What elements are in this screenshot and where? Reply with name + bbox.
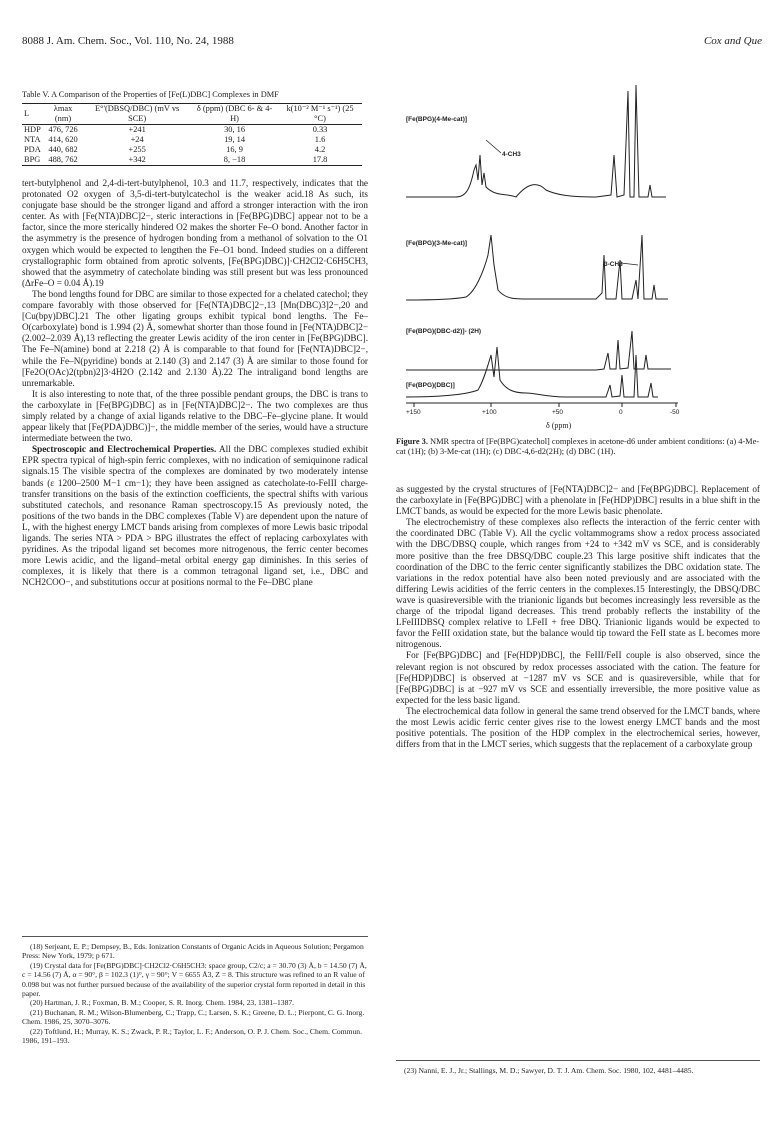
table-cell: +241 (128, 125, 146, 134)
table-cell: 17.8 (278, 155, 362, 166)
section-title: Spectroscopic and Electrochemical Properties. (32, 444, 217, 455)
reference: (22) Toftlund, H.; Murray, K. S.; Zwack, P. R.; Taylor, L. F.; Anderson, O. P. J. Chem. Soc., Chem. Commun. 1986, 191–193. (22, 1026, 363, 1046)
reference: (18) Serjeant, E. P.; Dempsey, B., Eds. Ionization Constants of Organic Acids in Aqueous Solution; Pergamon Press: New York, 1979; p 671. (22, 942, 364, 961)
table-cell: HDP (24, 125, 41, 134)
col-header-l: L (22, 104, 43, 125)
paragraph: tert-butylphenol and 2,4-di-tert-butylphenol, 10.3 and 11.7, respectively, indicates that the protonated O2 oxygen of 3,5-di-tert-butylcatechol is the weaker acid.18 As such, its conjugate base should be the stronger ligand and afford a stronger interaction with the iron center. As with [Fe(NTA)DBC]2−, steric interactions in [Fe(BPG)DBC] appear not to be a factor, since the more sterically hindered O2 makes the shorter Fe–O bond. Another factor in the asymmetry is the presence of hydrogen bonding from a methanol of solvation to the O1 oxygen which would be expected to lengthen the Fe–O1 bond. Indeed studies on a different crystallographic form obtained from aprotic solvents, [Fe(BPG)DBC)]·CH2Cl2·C6H5CH3, showed that the asymmetry of catecholate binding was still present but was less pronounced (ΔrFe–O = 0.04 Å).19 (22, 178, 368, 288)
spectrum-a-trace (406, 85, 666, 197)
table-cell: 440, 682 (48, 145, 78, 154)
running-header (22, 35, 762, 53)
arrow-4ch3 (486, 140, 501, 153)
header-right: Cox and Que (703, 35, 762, 47)
figure-caption-label: Figure 3. (396, 437, 428, 446)
table-cell: 476, 726 (48, 125, 78, 134)
table-cell: +24 (130, 135, 144, 144)
label-3-ch3: 3-CH3 (604, 261, 623, 268)
arrow-3ch3 (621, 263, 638, 265)
label-dbc-d2: [Fe(BPG)(DBC-d2)]- (2H) (406, 328, 482, 335)
label-3-me-cat: [Fe(BPG)(3-Me-cat)] (406, 240, 468, 247)
table-row (22, 155, 362, 166)
paragraph: The electrochemistry of these complexes also reflects the interaction of the ferric center with the coordinated DBC (Table V). All the cyclic voltammograms show a redox process associated with the DBC/DBSQ couple, which ranges from +24 to +342 mV vs SCE, and is considerably more positive than the free DBSQ/DBC couple.23 This large positive shift indicates that the coordination of the DBC to the ferric center significantly stabilizes the DBC oxidation state. The variations in the redox potential have also been noted previously and are associated with the differing Lewis acidities of the ferric centers in the complexes.15 Interestingly, the DBSQ/DBC wave is quasireversible with the trianionic ligands but becomes increasingly less reversible as the charge of the tripodal ligand decreases. This trend probably reflects the instability of the LFeIIIDBSQ complex relative to LFeII + free DBQ. Trianionic ligands would be expected to favor the FeIII oxidation state, but the balance would tip toward the FeII state as L becomes more nitrogenous. (396, 517, 760, 650)
spectrum-c-trace (406, 331, 671, 370)
nmr-spectra-svg (396, 85, 764, 410)
tick-label: +150 (406, 409, 421, 416)
label-4-me-cat: [Fe(BPG)(4-Me-cat)] (406, 116, 468, 123)
figure-caption (396, 437, 760, 457)
tick-label: +50 (552, 409, 564, 416)
header-left: 8088 J. Am. Chem. Soc., Vol. 110, No. 24, 1988 (22, 35, 234, 47)
table-caption: Table V. A Comparison of the Properties of [Fe(L)DBC] Complexes in DMF (22, 90, 279, 99)
axis-label: δ (ppm) (546, 421, 572, 430)
table-cell: 414, 620 (48, 135, 78, 144)
paragraph: The electrochemical data follow in general the same trend observed for the LMCT bands, where the most Lewis acidic ferric center gives rise to the lowest energy LMCT bands and the most positive potentials. The position of the HDP complex in the electrochemical series, however, differs from that in the LMCT series, which suggests that the replacement of a carboxylate group (396, 705, 760, 750)
table-cell: 4.2 (314, 145, 326, 154)
footnotes-right (396, 1060, 760, 1075)
table-cell: BPG (22, 155, 43, 166)
figure-caption-text: NMR spectra of [Fe(BPG)catechol] complexes in acetone-d6 under ambient conditions: (a) 4-Me-cat (1H); (b) 3-Me-cat (1H); (c) DBC-4,6-d2(2H); (d) DBC (1H). (396, 437, 760, 456)
paragraph-with-section (22, 444, 368, 588)
tick-label: +100 (482, 409, 497, 416)
table-cell: +342 (83, 155, 191, 166)
paragraph: as suggested by the crystal structures of [Fe(NTA)DBC]2− and [Fe(BPG)DBC]. Replacement of the carboxylate in [Fe(BPG)DBC] with a phenolate in [Fe(HDP)DBC] results in a blue shift in the LMCT bands, as would be expected for the more Lewis basic phenolate. (396, 484, 760, 517)
col-header-potential: E°'(DBSQ/DBC) (mV vs SCE) (83, 104, 191, 125)
col-header-shift: δ (ppm) (DBC 6- & 4-H) (191, 104, 278, 125)
label-dbc: [Fe(BPG)(DBC)] (406, 382, 455, 389)
paragraph: It is also interesting to note that, of the three possible pendant groups, the DBC is trans to the carboxylate in [Fe(BPG)DBC] as in [Fe(NTA)DBC]2−. The two complexes are thus simply related by a change of axial ligands relative to the DBC–Fe–glycine plane. It would appear likely that [Fe(PDA)DBC)]−, the middle member of the series, would have a structure intermediate between the two. (22, 388, 368, 444)
label-4-ch3: 4-CH3 (502, 151, 521, 158)
footnotes-left (22, 936, 368, 1045)
col-header-lambda: λmax (nm) (43, 104, 84, 125)
tick-label: 0 (619, 409, 623, 416)
paragraph: For [Fe(BPG)DBC] and [Fe(HDP)DBC], the FeIII/FeII couple is also observed, since the relevant region is not obscured by redox processes associated with the cation. The feature for [Fe(HDP)DBC] is observed at −1287 mV vs SCE and is quasireversible, while that for [Fe(BPG)DBC] is at −927 mV vs SCE and essentially irreversible, the more positive value as expected for the less basic ligand. (396, 650, 760, 705)
paragraph-text: All the DBC complexes studied exhibit EPR spectra typical of high-spin ferric complexes, with no indication of semiquinone radical signals.15 The visible spectra of the complexes are dominated by two moderately intense bands (ε 1200–2500 M−1 cm−1); they have been assigned as catecholate-to-FeIII charge-transfer transitions on the basis of the extinction coefficients, the spectral shifts with various substituted catechols, and resonance Raman spectroscopy.15 As previously noted, the positions of the two bands in the DBC complexes (Table V) are dependent upon the nature of L, with the highest energy LMCT bands arising from complexes of more Lewis basic tripodal ligands. The series NTA > PDA > BPG illustrates the effect of replacing carboxylates with pyridines. As the tripodal ligand set becomes more nitrogenous, the ferric center becomes more Lewis acidic, and the ligand–metal orbital energy gap diminishes. In this series of complexes, it is likely that there is a common tetragonal ligand set, i.e., DBC and NCH2COO−, and substitutions occur at positions normal to the Fe–DBC plane (22, 444, 368, 588)
table-row (22, 145, 362, 155)
table-cell: 19, 14 (224, 135, 245, 144)
paragraph: The bond lengths found for DBC are similar to those expected for a chelated catechol; they compare favorably with those observed for [Fe(NTA)DBC]2−,13 [Mn(DBC)3]2−,20 and [Cu(bpy)DBC].21 The other ligating groups exhibit typical bond lengths. The Fe–O(carboxylate) bond is 1.994 (2) Å, somewhat shorter than those found in [Fe(NTA)DBC]2− (2.002–2.039 Å),13 reflecting the greater Lewis acidity of the iron center in [Fe(BPG)DBC]. The Fe–N(amine) bond at 2.218 (2) Å is comparable to that found for [Fe(NTA)DBC]2−, while the Fe–N(pyridine) bonds at 2.140 (3) and 2.147 (3) Å are similar to those found for [Fe2O(OAc)2(tpbn)2]3·4H2O (2.142 and 2.130 Å).22 The intraligand bond lengths are unremarkable. (22, 288, 368, 388)
table-row (22, 125, 362, 136)
table-cell: 8, −18 (191, 155, 278, 166)
table-cell: +255 (128, 145, 146, 154)
properties-table (22, 103, 362, 166)
reference: (19) Crystal data for [Fe(BPG)DBC]·CH2Cl2·C6H5CH3: space group, C2/c; a = 30.70 (3) Å, b = 14.50 (7) Å, c = 14.56 (7) Å, α = 90°, β = 102.3 (1)°, γ = 90°; V = 6655 Å3, Z = 8. This structure was refined to an R value of 0.098 but was not further pursued because of the availability of the superior crystal form reported in detail in this paper. (22, 960, 367, 999)
table-cell: NTA (24, 135, 41, 144)
table-row (22, 135, 362, 145)
nmr-figure (396, 85, 764, 460)
table-cell: 1.6 (314, 135, 326, 144)
table-cell: 30, 16 (224, 125, 245, 134)
reference: (21) Buchanan, R. M.; Wilson-Blumenberg, C.; Trapp, C.; Larsen, S. K.; Greene, D. L.; Pierpont, C. G. Inorg. Chem. 1986, 25, 3070–3076. (22, 1007, 365, 1027)
right-column (396, 484, 760, 750)
table-cell: PDA (24, 145, 41, 154)
table-cell: 0.33 (312, 125, 328, 134)
reference: (23) Nanni, E. J., Jr.; Stallings, M. D.; Sawyer, D. T. J. Am. Chem. Soc. 1980, 102, 4481–4485. (404, 1066, 694, 1075)
spectrum-d-trace (406, 347, 658, 397)
left-column (22, 90, 368, 588)
table-cell: 488, 762 (43, 155, 84, 166)
table-header-row (22, 104, 362, 125)
table-cell: 16, 9 (226, 145, 243, 154)
reference: (20) Hartman, J. R.; Foxman, B. M.; Cooper, S. R. Inorg. Chem. 1984, 23, 1381–1387. (30, 998, 295, 1008)
tick-label: -50 (670, 409, 680, 416)
col-header-rate: k(10⁻² M⁻¹ s⁻¹) (25 °C) (278, 104, 362, 125)
